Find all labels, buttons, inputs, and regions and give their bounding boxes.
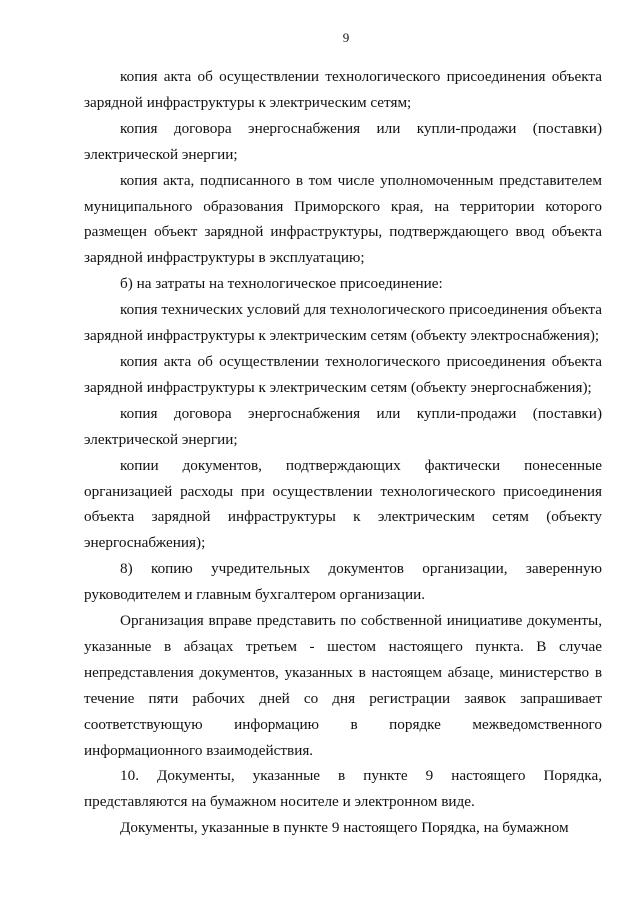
- paragraph-connection-costs-heading: б) на затраты на технологическое присоединение:: [120, 275, 443, 293]
- paragraph-commissioning-act: копия акта, подписанного в том числе уполномоченным представителем муниципального образования Приморского края, на территории которого размещен объект зарядной инфраструктуры, подтверждающего ввод объекта зарядной инфраструктуры в эксплуатацию;: [84, 171, 602, 267]
- paragraph-item-10: 10. Документы, указанные в пункте 9 настоящего Порядка, представляются на бумажном носителе и электронном виде.: [84, 767, 602, 811]
- paragraph-expense-documents: копии документов, подтверждающих фактически понесенные организацией расходы при осуществлении технологического присоединения объекта зарядной инфраструктуры к электрическим сетям (объекту энергоснабжения);: [84, 456, 602, 552]
- page-number: 9: [342, 30, 350, 45]
- paragraph-technical-conditions: копия технических условий для технологического присоединения объекта зарядной инфраструктуры к электрическим сетям (объекту электроснабжения);: [84, 301, 602, 345]
- paragraph-act-grid-connection-2: копия акта об осуществлении технологического присоединения объекта зарядной инфраструктуры к электрическим сетям (объекту энергоснабжения);: [84, 352, 602, 396]
- paragraph-energy-supply-contract: копия договора энергоснабжения или купли-продажи (поставки) электрической энергии;: [84, 119, 602, 163]
- paragraph-paper-documents: Документы, указанные в пункте 9 настоящего Порядка, на бумажном: [120, 819, 569, 837]
- paragraph-energy-supply-contract-2: копия договора энергоснабжения или купли-продажи (поставки) электрической энергии;: [84, 404, 602, 448]
- paragraph-item-8: 8) копию учредительных документов организации, заверенную руководителем и главным бухгалтером организации.: [84, 560, 602, 604]
- paragraph-own-initiative: Организация вправе представить по собственной инициативе документы, указанные в абзацах третьем - шестом настоящего пункта. В случае непредставления документов, указанных в настоящем абзаце, министерство в течение пяти рабочих дней со дня регистрации заявок запрашивает соответствующую информацию в порядке межведомственного информационного взаимодействия.: [84, 612, 602, 759]
- paragraph-act-grid-connection: копия акта об осуществлении технологического присоединения объекта зарядной инфраструктуры к электрическим сетям;: [84, 68, 602, 111]
